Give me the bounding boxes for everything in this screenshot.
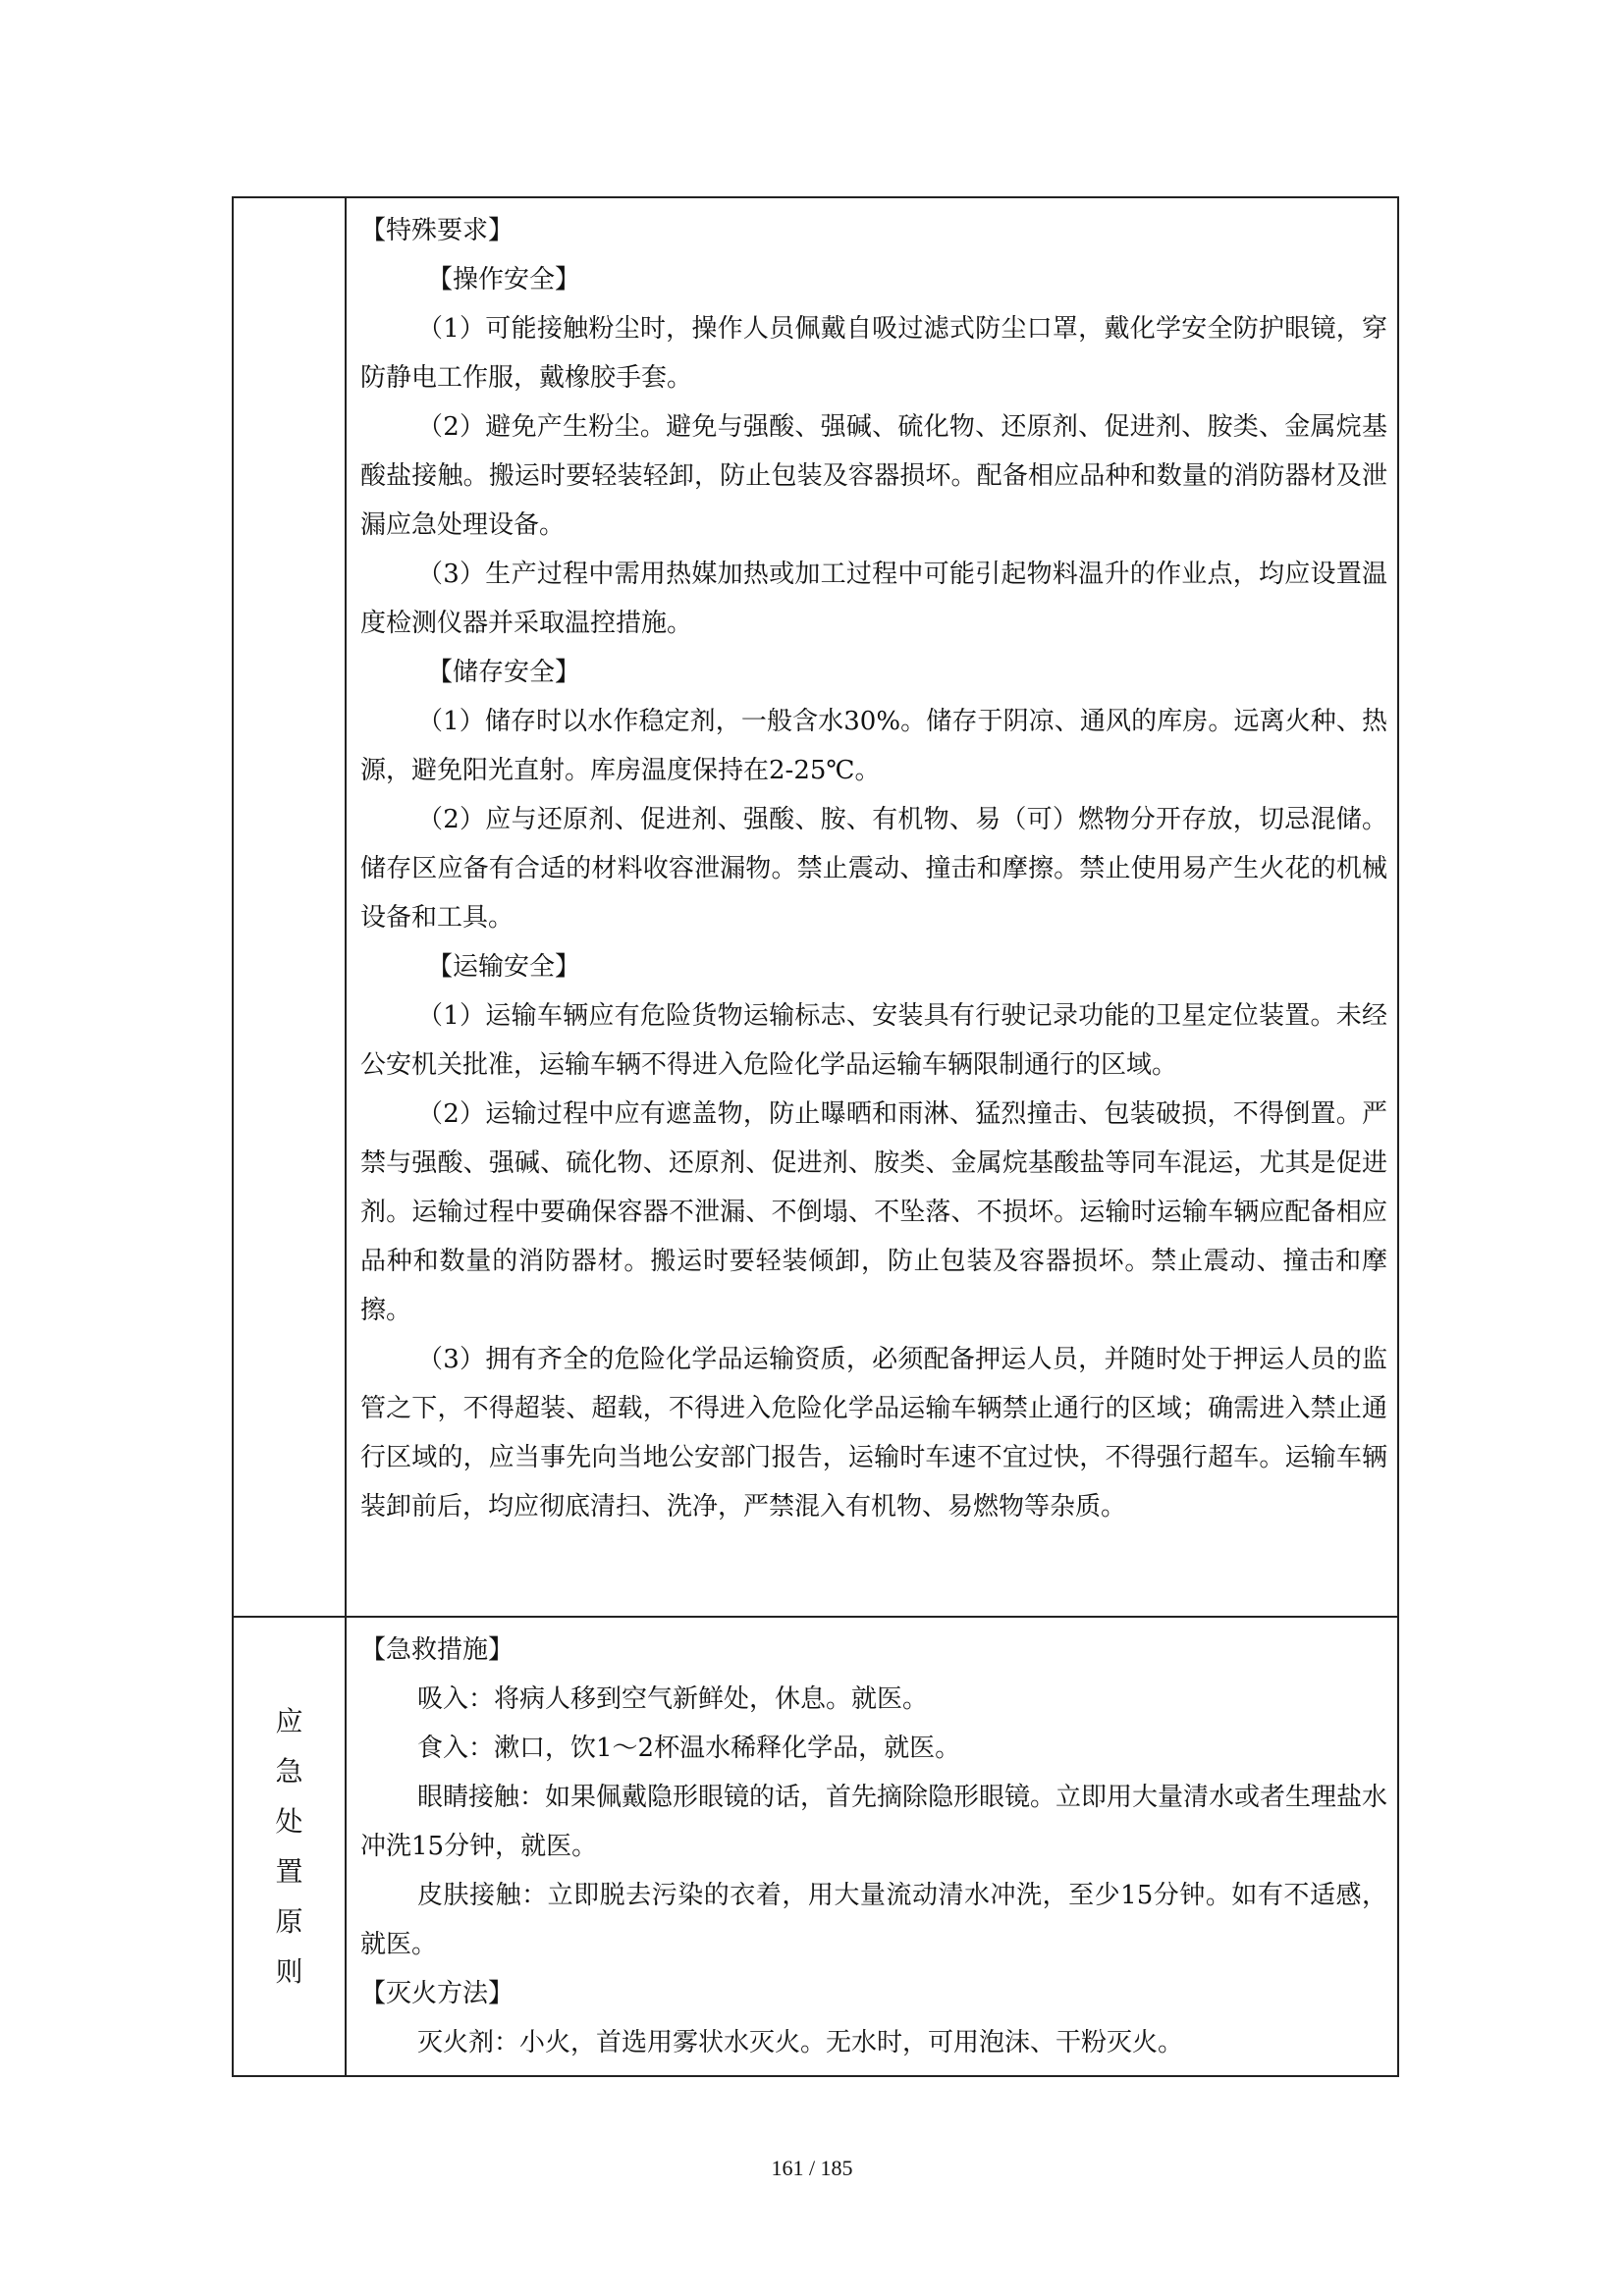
first-aid-item: 皮肤接触：立即脱去污染的衣着，用大量流动清水冲洗，至少15分钟。如有不适感，就医。 xyxy=(360,1881,1387,1959)
storage-safety-heading: 【储存安全】 xyxy=(427,658,581,687)
storage-safety-item: （2）应与还原剂、促进剂、强酸、胺、有机物、易（可）燃物分开存放，切忌混储。储存区应备有合适的材料收容泄漏物。禁止震动、撞击和摩擦。禁止使用易产生火花的机械设备和工具。 xyxy=(360,805,1387,933)
first-aid-item: 吸入：将病人移到空气新鲜处，休息。就医。 xyxy=(417,1684,929,1714)
first-aid-item: 眼睛接触：如果佩戴隐形眼镜的话，首先摘除隐形眼镜。立即用大量清水或者生理盐水冲洗15分钟，就医。 xyxy=(360,1783,1388,1861)
special-requirements-cell xyxy=(346,197,1398,1617)
special-requirements-heading: 【特殊要求】 xyxy=(360,216,514,245)
first-aid-item: 食入：漱口，饮1～2杯温水稀释化学品，就医。 xyxy=(417,1734,961,1763)
document-table xyxy=(232,196,1399,2077)
operation-safety-item: （1）可能接触粉尘时，操作人员佩戴自吸过滤式防尘口罩，戴化学安全防护眼镜，穿防静电工作服，戴橡胶手套。 xyxy=(360,314,1387,393)
emergency-disposal-label: 应急处置原则 xyxy=(275,1705,303,1988)
page-number: 161 / 185 xyxy=(771,2156,853,2180)
row-label-cell xyxy=(233,197,346,1617)
operation-safety-item: （2）避免产生粉尘。避免与强酸、强碱、硫化物、还原剂、促进剂、胺类、金属烷基酸盐接触。搬运时要轻装轻卸，防止包装及容器损坏。配备相应品种和数量的消防器材及泄漏应急处理设备。 xyxy=(360,412,1387,540)
operation-safety-heading: 【操作安全】 xyxy=(427,265,581,294)
emergency-label-cell xyxy=(233,1617,346,2076)
transport-safety-item: （3）拥有齐全的危险化学品运输资质，必须配备押运人员，并随时处于押运人员的监管之下，不得超装、超载，不得进入危险化学品运输车辆禁止通行的区域；确需进入禁止通行区域的，应当事先向当地公安部门报告，运输时车速不宜过快，不得强行超车。运输车辆装卸前后，均应彻底清扫、洗净，严禁混入有机物、易燃物等杂质。 xyxy=(360,1345,1387,1522)
fire-fighting-item: 灭火剂：小火，首选用雾状水灭火。无水时，可用泡沫、干粉灭火。 xyxy=(417,2028,1184,2057)
first-aid-heading: 【急救措施】 xyxy=(360,1635,514,1665)
table-row xyxy=(233,1617,1398,2076)
operation-safety-item: （3）生产过程中需用热媒加热或加工过程中可能引起物料温升的作业点，均应设置温度检测仪器并采取温控措施。 xyxy=(360,560,1387,638)
table-row xyxy=(233,197,1398,1617)
transport-safety-item: （1）运输车辆应有危险货物运输标志、安装具有行驶记录功能的卫星定位装置。未经公安机关批准，运输车辆不得进入危险化学品运输车辆限制通行的区域。 xyxy=(360,1001,1387,1080)
emergency-content-cell xyxy=(346,1617,1398,2076)
storage-safety-item: （1）储存时以水作稳定剂，一般含水30%。储存于阴凉、通风的库房。远离火种、热源，避免阳光直射。库房温度保持在2-25℃。 xyxy=(360,707,1387,785)
fire-fighting-heading: 【灭火方法】 xyxy=(360,1979,514,2008)
transport-safety-heading: 【运输安全】 xyxy=(427,952,581,982)
transport-safety-item: （2）运输过程中应有遮盖物，防止曝晒和雨淋、猛烈撞击、包装破损，不得倒置。严禁与强酸、强碱、硫化物、还原剂、促进剂、胺类、金属烷基酸盐等同车混运，尤其是促进剂。运输过程中要确保容器不泄漏、不倒塌、不坠落、不损坏。运输时运输车辆应配备相应品种和数量的消防器材。搬运时要轻装倾卸，防止包装及容器损坏。禁止震动、撞击和摩擦。 xyxy=(360,1099,1387,1325)
